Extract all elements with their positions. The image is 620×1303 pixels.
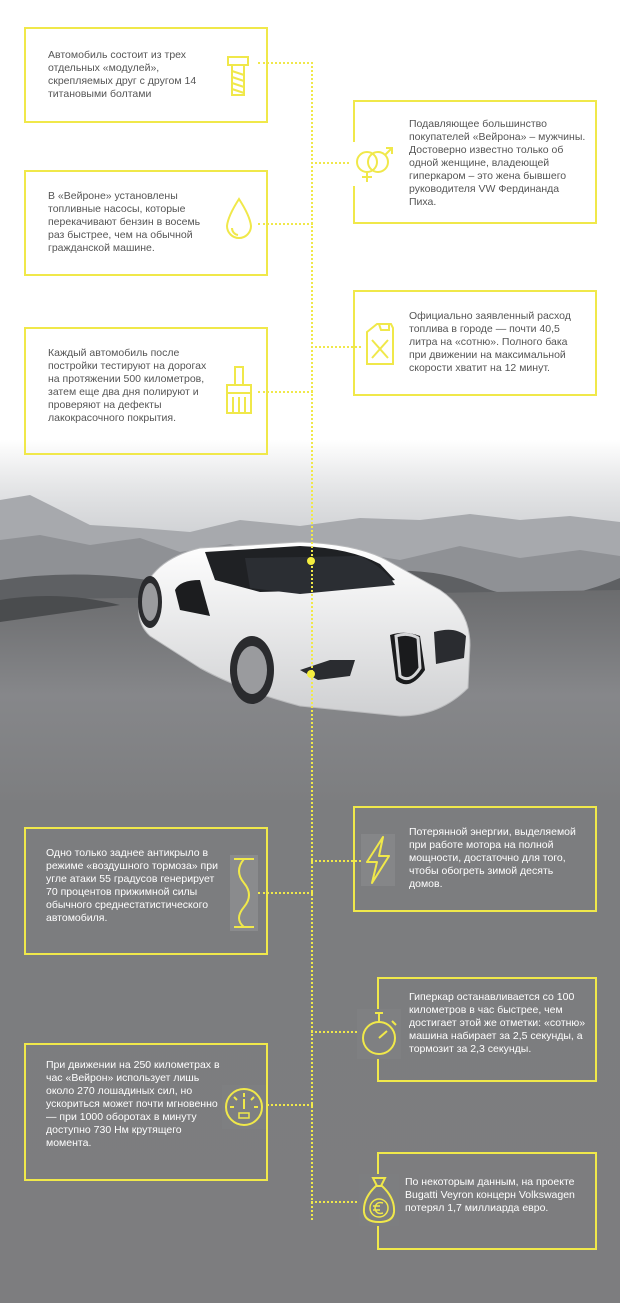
speedometer-icon — [222, 1085, 266, 1129]
fact-text: В «Вейроне» установлены топливные насосы, которые перекачивают бензин в восемь раз быстрее, чем на обычной гражданской машине. — [48, 190, 201, 254]
money-bag-euro-icon — [359, 1174, 399, 1226]
fact-text: По некоторым данным, на проекте Bugatti Veyron концерн Volkswagen потерял 1,7 миллиарда евро. — [405, 1176, 575, 1214]
fact-card — [24, 827, 268, 955]
fact-card — [353, 290, 597, 396]
fact-card — [377, 1152, 597, 1250]
connector-node — [307, 557, 315, 565]
fact-text: Потерянной энергии, выделяемой при работе мотора на полной мощности, достаточно для того, чтобы обогреть зимой десять домов. — [409, 826, 576, 890]
fact-text: Гиперкар останавливается со 100 километров в час быстрее, чем достигает этой же отметки: «сотню» машина набирает за 2,5 секунды, а тормозит за 2,3 секунды. — [409, 991, 586, 1055]
fact-card — [24, 27, 268, 123]
lightning-icon — [361, 834, 395, 886]
fact-text: При движении на 250 километрах в час «Вейрон» использует лишь около 270 лошадиных сил, но ускориться может почти мгновенно — при 1000 оборотах в минуту доступно 730 Нм крутящего момента. — [46, 1059, 220, 1149]
rear-wing-icon — [230, 855, 258, 931]
fact-card — [377, 977, 597, 1082]
car-landscape-image — [0, 440, 620, 800]
bolt-icon — [226, 55, 250, 99]
paint-brush-icon — [222, 365, 256, 417]
connector — [311, 1031, 361, 1033]
stopwatch-icon — [357, 1009, 401, 1059]
fuel-drop-icon — [222, 196, 256, 244]
timeline-line — [311, 62, 313, 1220]
fact-text: Официально заявленный расход топлива в городе — почти 40,5 литра на «сотню». Полного бака при движении на максимальной скорости хватит на 12 минут. — [409, 310, 571, 374]
gender-symbols-icon — [351, 142, 395, 186]
fact-text: Автомобиль состоит из трех отдельных «модулей», скрепляемых друг с другом 14 титановыми болтами — [48, 49, 197, 100]
fact-card — [24, 170, 268, 276]
fact-card — [353, 100, 597, 224]
fuel-canister-icon — [361, 320, 397, 368]
fact-text: Подавляющее большинство покупателей «Вейрона» – мужчины. Достоверно известно только об одной женщине, владеющей гиперкаром – это жена бывшего руководителя VW Фердинанда Пиха. — [409, 118, 586, 208]
fact-text: Каждый автомобиль после постройки тестируют на дорогах на протяжении 500 километров, затем еще два дня полируют и проверяют на дефекты лакокрасочного покрытия. — [48, 347, 207, 424]
fact-card — [24, 1043, 268, 1181]
fact-card — [24, 327, 268, 455]
connector-node — [307, 670, 315, 678]
fact-card — [353, 806, 597, 912]
connector — [311, 1201, 361, 1203]
fact-text: Одно только заднее антикрыло в режиме «воздушного тормоза» при угле атаки 55 градусов генерирует 70 процентов прижимной силы обычного среднестатистического автомобиля. — [46, 847, 218, 924]
